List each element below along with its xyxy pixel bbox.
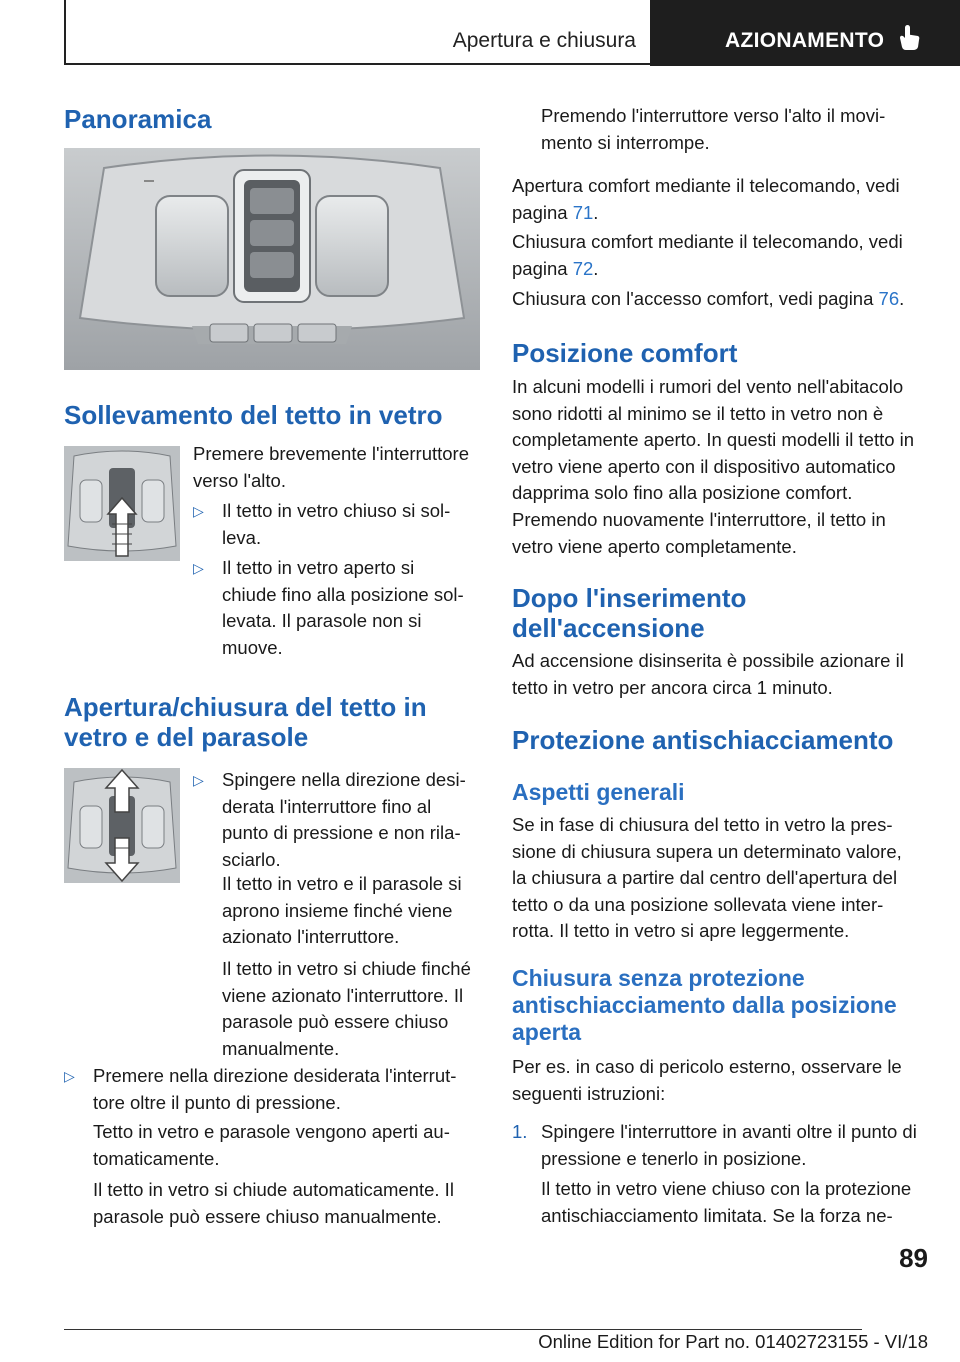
sollevamento-bullet-2: Il tetto in vetro aperto si chiude fino alla posizione sollevata. Il parasole non si muove. bbox=[222, 557, 464, 658]
bullet-icon: ▷ bbox=[193, 503, 204, 519]
overview-switch-image bbox=[64, 148, 480, 370]
heading-posizione-comfort: Posizione comfort bbox=[512, 338, 738, 368]
step-number: 1. bbox=[512, 1121, 528, 1142]
posizione-para-1: In alcuni modelli i rumori del vento nell'abitacolo sono ridotti al minimo se il tetto in vetro non è completamente aperto. In questi modelli il tetto in vetro viene aperto con il dispositivo automatico dapprima solo fino alla posizione comfort. bbox=[512, 376, 915, 503]
apertura-bullet-2: Premere nella direzione desiderata l'interruttore oltre il punto di pressione. bbox=[93, 1065, 457, 1113]
heading-chiusura-senza-protezione: Chiusura senza protezione antischiacciamento dalla posizione aperta bbox=[512, 965, 897, 1045]
dopo-para: Ad accensione disinserita è possibile azionare il tetto in vetro per ancora circa 1 minuto. bbox=[512, 650, 904, 698]
heading-panoramica: Panoramica bbox=[64, 104, 212, 134]
apertura-bullet-2-para-3: Il tetto in vetro si chiude automaticamente. Il parasole può essere chiuso manualmente. bbox=[93, 1179, 454, 1227]
apertura-bullet-1: Spingere nella direzione desiderata l'interruttore fino al punto di pressione e non rilasciarlo. bbox=[222, 769, 466, 870]
heading-apertura: Apertura/chiusura del tetto in vetro e del parasole bbox=[64, 692, 427, 752]
apertura-bullet-1-para-2: Il tetto in vetro e il parasole si aprono insieme finché viene azionato l'interruttore. bbox=[222, 873, 462, 947]
heading-dopo-accensione: Dopo l'inserimento dell'accensione bbox=[512, 583, 747, 643]
header-chapter-title: AZIONAMENTO bbox=[725, 29, 885, 52]
heading-protezione: Protezione antischiacciamento bbox=[512, 725, 894, 755]
aspetti-para: Se in fase di chiusura del tetto in vetro la pressione di chiusura supera un determinato valore, la chiusura a partire dal centro dell'apertura del tetto o da una posizione sollevata viene interrotta. Il tetto in vetro si apre leggermente. bbox=[512, 814, 902, 941]
heading-aspetti-generali: Aspetti generali bbox=[512, 779, 685, 805]
chiusura-para: Per es. in caso di pericolo esterno, osservare le seguenti istruzioni: bbox=[512, 1056, 902, 1104]
heading-sollevamento: Sollevamento del tetto in vetro bbox=[64, 400, 443, 430]
hand-pointer-icon bbox=[894, 22, 924, 52]
page-link-76[interactable]: 76 bbox=[878, 288, 900, 309]
posizione-para-2: Premendo nuovamente l'interruttore, il tetto in vetro viene aperto completamente. bbox=[512, 509, 886, 557]
bullet-icon: ▷ bbox=[193, 560, 204, 576]
step-1-para-2: Il tetto in vetro viene chiuso con la protezione antischiacciamento limitata. Se la forza ne- bbox=[541, 1178, 912, 1226]
header-section-title: Apertura e chiusura bbox=[452, 29, 636, 52]
page-link-71[interactable]: 71 bbox=[572, 201, 594, 223]
apertura-bullet-2-para-2: Tetto in vetro e parasole vengono aperti automaticamente. bbox=[93, 1121, 450, 1169]
comfort-access-line: Chiusura con l'accesso comfort, vedi pagina 76. bbox=[512, 288, 905, 309]
comfort-open-line: Apertura comfort mediante il telecomando, vedi pagina 71. bbox=[512, 175, 900, 223]
open-close-switch-image bbox=[64, 768, 180, 883]
tilt-switch-image bbox=[64, 446, 180, 561]
footer-rule bbox=[64, 1329, 862, 1330]
header-rule-left bbox=[64, 0, 66, 64]
footer-edition: Online Edition for Part no. 01402723155 - VI/18 bbox=[538, 1331, 928, 1352]
bullet-icon: ▷ bbox=[64, 1068, 75, 1084]
sollevamento-intro: Premere brevemente l'interruttore verso l'alto. bbox=[193, 443, 470, 491]
page-link-72[interactable]: 72 bbox=[572, 257, 594, 279]
bullet-icon: ▷ bbox=[193, 772, 204, 788]
apertura-bullet-1-para-3: Il tetto in vetro si chiude finché viene azionato l'interruttore. Il parasole può essere chiuso manualmente. bbox=[222, 958, 471, 1059]
step-1: Spingere l'interruttore in avanti oltre il punto di pressione e tenerlo in posizione. bbox=[541, 1121, 917, 1169]
header-rule-bottom bbox=[64, 63, 650, 65]
page-number: 89 bbox=[899, 1243, 928, 1273]
continued-text: Premendo l'interruttore verso l'alto il movimento si interrompe. bbox=[541, 105, 886, 153]
sollevamento-bullet-1: Il tetto in vetro chiuso si solleva. bbox=[222, 500, 451, 548]
comfort-close-line: Chiusura comfort mediante il telecomando, vedi pagina 72. bbox=[512, 231, 903, 279]
